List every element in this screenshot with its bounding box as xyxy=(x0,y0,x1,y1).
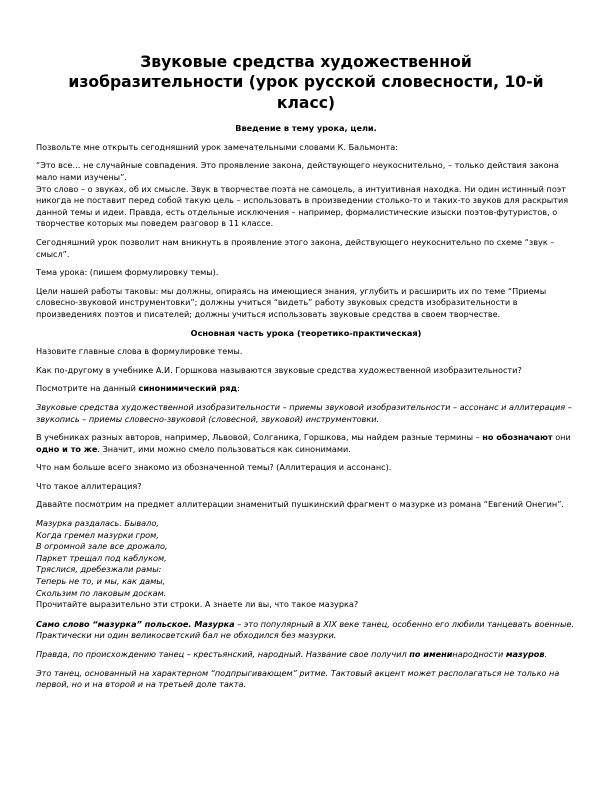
paragraph-read-aloud: Прочитайте выразительно эти строки. А знаете ли вы, что такое мазурка? xyxy=(36,599,359,610)
bold-run: мазуров xyxy=(505,649,545,659)
poem-line: Скользим по лаковым доскам. xyxy=(36,587,167,598)
poem-fragment xyxy=(36,518,576,599)
poem-line: В огромной зале все дрожало, xyxy=(36,541,168,552)
poem-line: Теперь не то, и мы, как дамы, xyxy=(36,576,166,587)
bold-run: одно и то же xyxy=(36,443,98,454)
text-run: они xyxy=(552,432,571,443)
poem-line: Мазурка раздалась. Бывало, xyxy=(36,518,159,529)
text-run: народности xyxy=(452,649,506,659)
paragraph-goals: Цели нашей работы таковы: мы должны, опираясь на имеющиеся знания, углубить и расширить их по теме “Приемы словесно-звуковой инструментовки”; должны учиться “видеть” работу звуковых средств изобразительности в произведениях поэтов и писателей; должны учиться использовать звуковые средства в своем творчестве. xyxy=(36,285,547,319)
balmont-quote: “Это все… не случайные совпадения. Это проявление закона, действующего неукоснительно, – только действия закона мало нами изучены”. xyxy=(36,160,559,182)
paragraph-mazurka-origin xyxy=(36,649,576,661)
quote-explanation: Это слово – о звуках, об их смысле. Звук в творчестве поэта не самоцель, а интуитивная находка. Ни один истинный поэт никогда не поставит перед собой такую цель – использовать в произведении столько-то и таких-то звуков для раскрытия данной темы и идеи. Правда, есть отдельные исключения – например, формалистические изыски поэтов-футуристов, о творчестве которых мы поведем разговор в 11 классе. xyxy=(36,183,569,229)
text-run: – это популярный в XIX веке танец, особенно его любили танцевать военные. Практически ни один великосветский бал не обходился без мазурки. xyxy=(36,618,574,641)
paragraph-mazurka-definition xyxy=(36,619,576,642)
paragraph-lesson-law: Сегодняшний урок позволит нам вникнуть в проявление этого закона, действующего неукоснительно по схеме “звук – смысл”. xyxy=(36,236,555,259)
bold-run: по имени xyxy=(409,649,453,659)
paragraph-familiar: Что нам больше всего знакомо из обозначенной темы? (Аллитерация и ассонанс). xyxy=(36,462,392,473)
bold-run: Само слово “мазурка” польское. Мазурка xyxy=(36,618,235,629)
paragraph-quote xyxy=(36,160,576,230)
paragraph-onegin: Давайте посмотрим на предмет аллитерации знаменитый пушкинский фрагмент о мазурке из романа “Евгений Онегин”. xyxy=(36,499,564,510)
intro-heading: Введение в тему урока, цели. xyxy=(235,123,377,134)
paragraph-intro: Позвольте мне открыть сегодняшний урок замечательными словами К. Бальмонта: xyxy=(36,141,398,152)
poem-line: Тряслися, дребезжали рамы: xyxy=(36,564,162,575)
paragraph-gorshkov: Как по-другому в учебнике А.И. Горшкова называются звуковые средства художественной изобразительности? xyxy=(36,364,522,375)
paragraph-alliteration-question: Что такое аллитерация? xyxy=(36,480,142,491)
paragraph-synonyms-italic: Звуковые средства художественной изобразительности – приемы звуковой изобразительности – ассонанс и аллитерация – звукопись – приемы словесно-звуковой (словесной, звуковой) инструментовки. xyxy=(36,401,572,424)
poem-line: Когда гремел мазурки гром, xyxy=(36,529,159,540)
paragraph-mazurka-rhythm: Это танец, основанный на характерном “подпрыгивающем” ритме. Тактовый акцент может располагаться не только на первой, но и на второй и на третьей доле такта. xyxy=(36,667,560,690)
main-heading: Основная часть урока (теоретико-практическая) xyxy=(190,327,422,338)
poem-line: Паркет трещал под каблуком, xyxy=(36,552,167,563)
page-title: Звуковые средства художественной изобразительности (урок русской словесности, 10-й класс) xyxy=(68,53,544,112)
paragraph-keywords: Назовите главные слова в формулировке темы. xyxy=(36,346,243,357)
text-run: Правда, по происхождению танец – крестьянский, народный. Название свое получил xyxy=(36,649,410,659)
text-run: В учебниках разных авторов, например, Львовой, Солганика, Горшкова, мы найдем разные термины – xyxy=(36,432,483,443)
bold-run: но обозначают xyxy=(482,432,553,443)
text-run: : xyxy=(237,383,240,394)
text-run: . Значит, ими можно смело пользоваться как синонимами. xyxy=(97,443,351,454)
paragraph-synonym-row xyxy=(36,383,576,395)
text-run: Посмотрите на данный xyxy=(36,383,139,394)
bold-run: синонимический ряд xyxy=(138,383,238,394)
text-run: . xyxy=(544,649,548,659)
paragraph-authors xyxy=(36,432,576,455)
paragraph-topic: Тема урока: (пишем формулировку темы). xyxy=(36,267,219,278)
